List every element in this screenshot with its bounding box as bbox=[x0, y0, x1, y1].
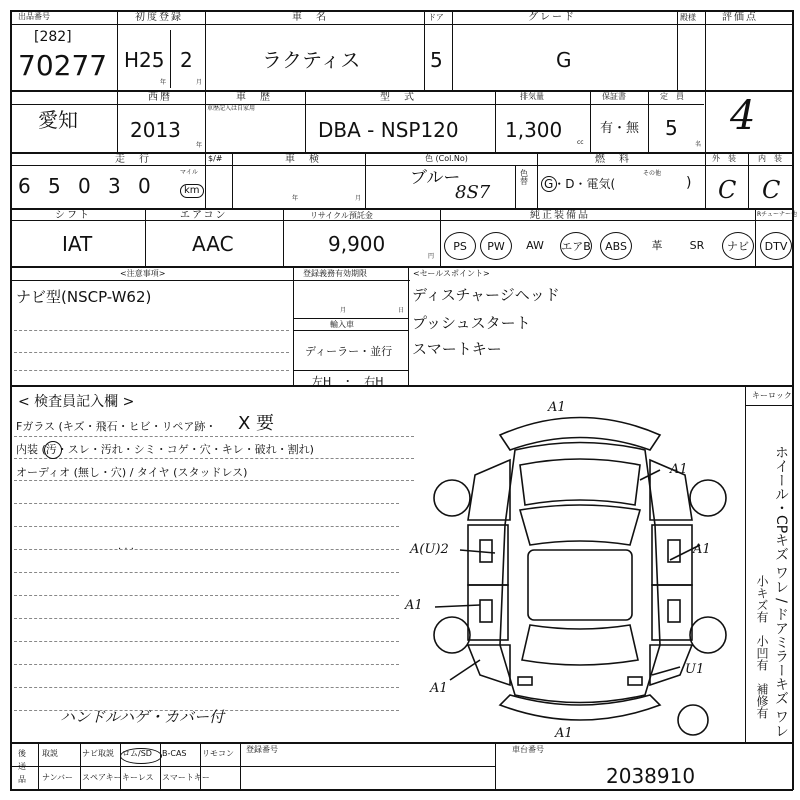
sales-point: ディスチャージヘッド bbox=[412, 286, 560, 304]
mileage-digit: 3 bbox=[108, 174, 121, 198]
equipment-item: PS bbox=[444, 232, 476, 260]
year-unit: 年 bbox=[196, 142, 203, 149]
color-code: 8S7 bbox=[455, 182, 491, 203]
footer-item: スペアキー bbox=[82, 773, 122, 782]
damage-mark: A1 bbox=[405, 598, 423, 613]
damage-mark: U1 bbox=[685, 662, 705, 677]
fuel: G・D・電気( bbox=[544, 177, 616, 191]
reg-day: 日 bbox=[398, 307, 405, 314]
ac: AAC bbox=[192, 232, 234, 256]
sales-label: <セールスポイント> bbox=[413, 269, 490, 278]
mileage-digit: 0 bbox=[138, 174, 151, 198]
shift-label: シフト bbox=[55, 210, 91, 221]
exterior-label: 外 装 bbox=[712, 154, 736, 163]
damage-mark: A1 bbox=[430, 681, 448, 696]
side-text: 小キズ有 小凹有 補修有 bbox=[755, 575, 769, 719]
fuel-other: その他 bbox=[643, 170, 662, 177]
inspection-label: 車 検 bbox=[285, 154, 321, 165]
inspection-month-unit: 月 bbox=[355, 195, 362, 202]
steering: 左H ・ 右H bbox=[312, 375, 384, 388]
first-reg-month-unit: 月 bbox=[196, 79, 203, 86]
reg-no-label: 登録番号 bbox=[246, 745, 278, 754]
inspector-dots: . . . bbox=[118, 541, 134, 552]
inspector-line: Fガラス (キズ・飛石・ヒビ・リペア跡・ bbox=[16, 420, 217, 433]
footer-item: 取説 bbox=[42, 749, 58, 758]
fuel-close-paren: ) bbox=[686, 175, 692, 191]
equipment-item: DTV bbox=[760, 232, 792, 260]
lot-label: 出品番号 bbox=[18, 12, 50, 21]
lot-prefix: [282] bbox=[34, 29, 72, 45]
warranty: 有・無 bbox=[600, 121, 640, 136]
mileage-digit: 5 bbox=[48, 174, 61, 198]
equipment-item: PW bbox=[480, 232, 512, 260]
capacity: 5 bbox=[665, 116, 678, 140]
car-name: ラクティス bbox=[262, 48, 361, 72]
first-reg-label: 初度登録 bbox=[135, 12, 183, 23]
year-label: 西暦 bbox=[148, 92, 172, 103]
mileage-label: 走 行 bbox=[115, 154, 151, 165]
warranty-label: 保証書 bbox=[602, 92, 626, 101]
equipment-item: 革 bbox=[651, 238, 663, 252]
damage-mark: A1 bbox=[548, 400, 566, 415]
side-text: ホイール・CPキズ ワレ / ドアミラーキズ ワレ bbox=[773, 445, 789, 738]
footer-item: キーレス bbox=[122, 773, 154, 782]
color-change-label: 色替 bbox=[520, 169, 528, 186]
shape-label: 殿様 bbox=[680, 13, 696, 22]
glass-mark: X 要 bbox=[238, 413, 275, 434]
sales-point: プッシュスタート bbox=[412, 314, 531, 332]
model: DBA - NSP120 bbox=[318, 118, 459, 142]
region: 愛知 bbox=[38, 108, 78, 132]
rating-label: 評価点 bbox=[722, 12, 758, 23]
doors: 5 bbox=[430, 48, 443, 72]
displacement-unit: cc bbox=[577, 139, 584, 146]
recycle: 9,900 bbox=[328, 232, 386, 256]
import-label: 輸入車 bbox=[330, 320, 354, 329]
capacity-unit: 名 bbox=[695, 141, 702, 148]
grade: G bbox=[556, 48, 572, 72]
recycle-label: リサイクル預託金 bbox=[310, 211, 373, 220]
equipment-item: ABS bbox=[600, 232, 632, 260]
chassis-number: 2038910 bbox=[606, 764, 696, 788]
inspection-year-unit: 年 bbox=[292, 195, 299, 202]
history-label: 車 歴 bbox=[236, 92, 272, 103]
caution: ナビ型(NSCP-W62) bbox=[16, 288, 152, 306]
chassis-label: 車台番号 bbox=[512, 745, 544, 754]
keyless-label: キーロック bbox=[752, 391, 792, 400]
mileage-unit: km bbox=[180, 184, 204, 198]
rating: 4 bbox=[730, 93, 756, 139]
handwritten-note: ハンドルハゲ・カバー付 bbox=[60, 708, 224, 726]
interior: C bbox=[762, 176, 781, 204]
footer-item: ナビ取説 bbox=[82, 749, 114, 758]
inspector-title: < 検査員記入欄 > bbox=[18, 394, 135, 410]
mileage-digit: 6 bbox=[18, 174, 31, 198]
tuner-label: Rチューナー他 bbox=[757, 211, 797, 218]
car-name-label: 車 名 bbox=[292, 12, 328, 23]
interior-label: 内 装 bbox=[758, 154, 782, 163]
recycle-unit: 円 bbox=[428, 253, 435, 260]
lot-number: 70277 bbox=[18, 49, 108, 82]
capacity-label: 定 員 bbox=[660, 92, 684, 101]
inspector-line: オーディオ (無し・穴) / タイヤ (スタッドレス) bbox=[16, 466, 248, 479]
footer-item: B-CAS bbox=[162, 749, 187, 758]
caution-label: <注意事項> bbox=[120, 269, 166, 278]
damage-mark: A1 bbox=[670, 462, 688, 477]
first-reg-month: 2 bbox=[180, 48, 193, 72]
displacement: 1,300 bbox=[505, 118, 563, 142]
history-note: 車歴記入は自家用 bbox=[207, 105, 256, 112]
first-reg-era: H25 bbox=[124, 48, 165, 72]
inspector-line: 内装 (汚・スレ・汚れ・シミ・コゲ・穴・キレ・破れ・割れ) bbox=[16, 443, 314, 456]
sd-label: $/# bbox=[208, 154, 223, 163]
rom-sd-circle bbox=[120, 748, 162, 764]
sales-point: スマートキー bbox=[412, 340, 502, 358]
fuel-label: 燃 料 bbox=[595, 154, 631, 165]
equipment-item: エアB bbox=[560, 232, 592, 260]
door-label: ドア bbox=[428, 13, 444, 22]
interior-selected-circle bbox=[44, 441, 62, 459]
year: 2013 bbox=[130, 118, 181, 142]
post-label: 後送品 bbox=[18, 749, 26, 784]
footer-item: リモコン bbox=[202, 749, 234, 758]
exterior: C bbox=[718, 176, 737, 204]
car-diagram bbox=[405, 395, 740, 741]
equipment-item: SR bbox=[689, 238, 705, 252]
reg-month: 月 bbox=[340, 307, 347, 314]
mileage-unit-top: マイル bbox=[180, 169, 198, 176]
grade-label: グレード bbox=[528, 12, 576, 23]
equipment-label: 純正装備品 bbox=[530, 210, 590, 221]
damage-mark: A(U)2 bbox=[410, 542, 449, 557]
model-label: 型 式 bbox=[380, 92, 416, 103]
footer-item: ナンバー bbox=[42, 773, 74, 782]
shift: IAT bbox=[62, 232, 93, 256]
displacement-label: 排気量 bbox=[520, 92, 544, 101]
equipment-item: ナビ bbox=[722, 232, 754, 260]
damage-mark: A1 bbox=[693, 542, 711, 557]
reg-label: 登録義務有効期限 bbox=[303, 269, 367, 278]
color-label: 色 (Col.No) bbox=[425, 154, 468, 163]
footer-item: スマートキー bbox=[162, 773, 210, 782]
first-reg-year-unit: 年 bbox=[160, 79, 167, 86]
equipment-item: AW bbox=[526, 238, 544, 252]
ac-label: エアコン bbox=[180, 210, 228, 221]
footer-item: ロム/SD bbox=[122, 749, 152, 758]
color: ブルー bbox=[410, 168, 461, 188]
mileage-digit: 0 bbox=[78, 174, 91, 198]
damage-mark: A1 bbox=[555, 726, 573, 741]
dealer: ディーラー・並行 bbox=[305, 345, 393, 358]
